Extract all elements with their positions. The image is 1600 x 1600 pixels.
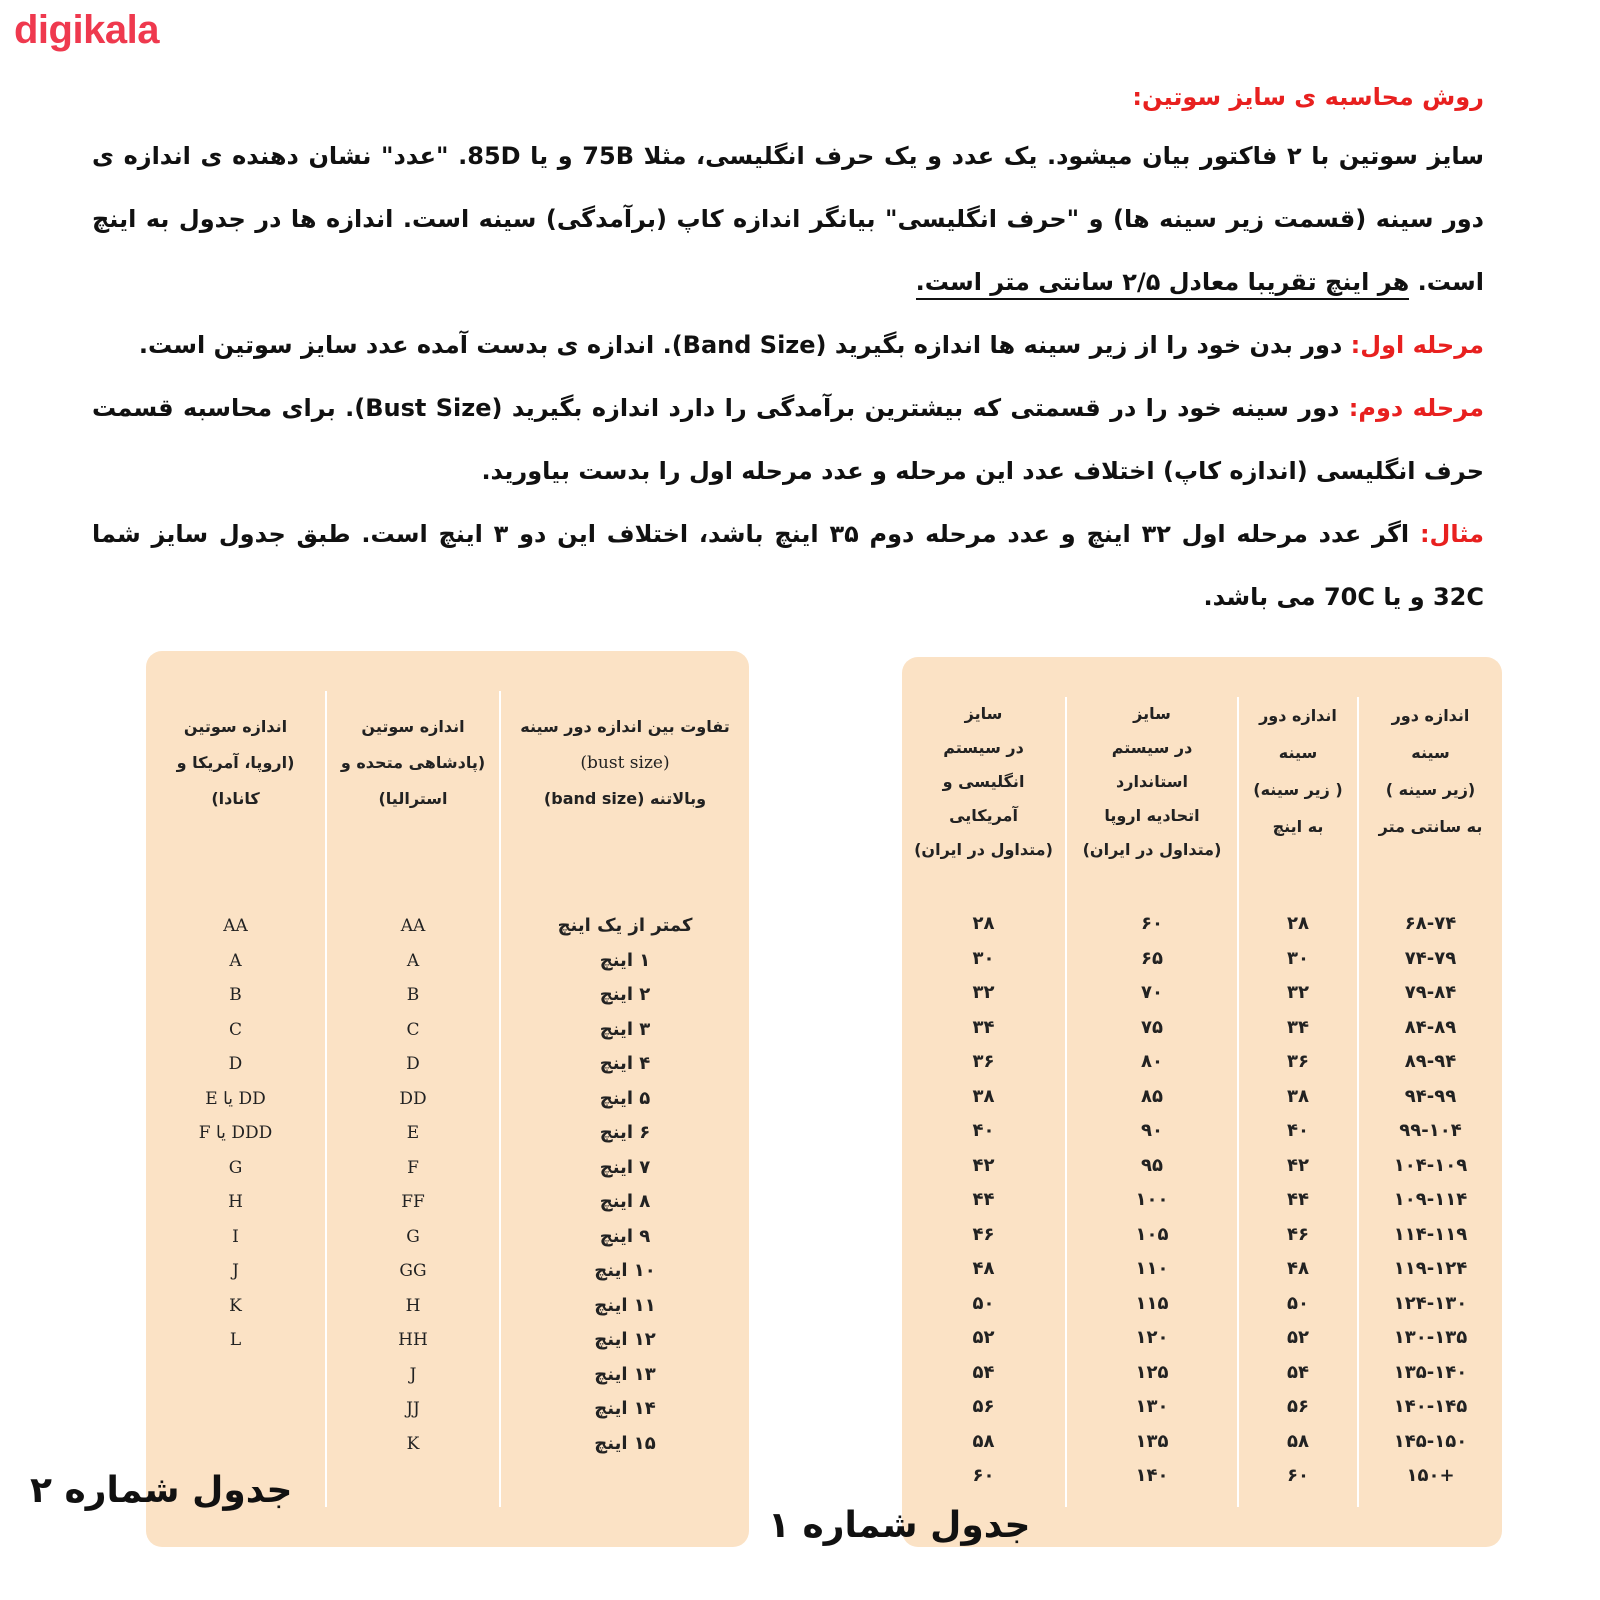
table-1-cells bbox=[1067, 907, 1237, 1494]
table-1-divider bbox=[1357, 697, 1359, 1507]
table-cell: C bbox=[228, 1019, 242, 1040]
table-cell: ۱۴۰-۱۴۵ bbox=[1393, 1396, 1468, 1417]
table-1-cells bbox=[902, 907, 1065, 1494]
table-2-cells bbox=[146, 909, 325, 1358]
table-cell: FF bbox=[401, 1192, 425, 1212]
table-cell: ۹ اینچ bbox=[599, 1225, 651, 1247]
table-cell: ۸۵ bbox=[1141, 1085, 1163, 1107]
table-cell: ۵۲ bbox=[1287, 1327, 1309, 1348]
table-cell: L bbox=[229, 1330, 242, 1350]
table-cell: ۹۹-۱۰۴ bbox=[1399, 1120, 1462, 1141]
table-cell: ۴ اینچ bbox=[599, 1053, 651, 1074]
table-cell: ۱۰۵ bbox=[1135, 1223, 1169, 1245]
table-cell: ۶۸-۷۴ bbox=[1404, 913, 1457, 934]
table-1-column-us-size bbox=[902, 697, 1065, 1517]
step-1-text: دور بدن خود را از زیر سینه ها اندازه بگیرید (Band Size). اندازه ی بدست آمده عدد سایز سوتین است. bbox=[138, 331, 1343, 359]
table-cell: J bbox=[409, 1364, 417, 1385]
table-cell: ۴۶ bbox=[972, 1223, 995, 1245]
table-cell: ۱۱۰ bbox=[1135, 1258, 1169, 1279]
example-text: اگر عدد مرحله اول ۳۲ اینچ و عدد مرحله دوم ۳۵ اینچ باشد، اختلاف این دو ۳ اینچ است. طبق جدول سایز شما bbox=[92, 520, 1410, 548]
table-cell: ۱۴۰ bbox=[1135, 1465, 1169, 1486]
table-cell: ۵۴ bbox=[1287, 1361, 1309, 1383]
table-cell: ۳۶ bbox=[972, 1051, 995, 1072]
table-cell: ۲۸ bbox=[1287, 913, 1309, 934]
intro-paragraph-line-3 bbox=[92, 251, 1484, 314]
table-cell: B bbox=[229, 985, 242, 1005]
table-cell: ۸۹-۹۴ bbox=[1404, 1051, 1457, 1072]
table-cell: ۹۰ bbox=[1141, 1120, 1163, 1141]
table-1-header: اندازه دور سینه (زیر سینه ) به سانتی متر bbox=[1378, 706, 1483, 836]
table-cell: ۸ اینچ bbox=[599, 1191, 651, 1212]
table-cell: ۴۲ bbox=[972, 1154, 995, 1176]
table-cell: B bbox=[406, 985, 420, 1005]
table-cell: ۱۳۵-۱۴۰ bbox=[1393, 1361, 1468, 1383]
table-cell: K bbox=[406, 1433, 420, 1454]
table-2-cells bbox=[501, 909, 749, 1461]
table-cell: D bbox=[406, 1054, 420, 1074]
table-cell: DD bbox=[399, 1088, 427, 1109]
table-2-header: اندازه سوتین (اروپا، آمریکا و کانادا) bbox=[176, 717, 295, 808]
example-label: مثال: bbox=[1419, 520, 1484, 548]
table-cell: ۱۲ اینچ bbox=[594, 1329, 656, 1350]
table-cell: +۱۵۰ bbox=[1406, 1465, 1455, 1486]
table-cell: ۴۴ bbox=[972, 1189, 995, 1210]
table-cell: ۱۱۴-۱۱۹ bbox=[1393, 1223, 1468, 1245]
table-cell: ۱۲۴-۱۳۰ bbox=[1393, 1292, 1468, 1314]
table-cell: K bbox=[229, 1295, 242, 1316]
table-cell: ۳۴ bbox=[1287, 1016, 1309, 1038]
table-cell: ۷۵ bbox=[1141, 1016, 1163, 1038]
step-1 bbox=[92, 314, 1484, 377]
table-cell: ۳۸ bbox=[1287, 1085, 1309, 1107]
table-cell: ۸۴-۸۹ bbox=[1404, 1016, 1457, 1038]
table-1-header: سایز در سیستم انگلیسی و آمریکایی (متداول در ایران) bbox=[914, 704, 1053, 859]
intro-paragraph-line-2: دور سینه (قسمت زیر سینه ها) و "حرف انگلیسی" بیانگر اندازه کاپ (برآمدگی) سینه است. اندازه ها در جدول به اینچ bbox=[92, 205, 1484, 233]
table-1-divider bbox=[1065, 697, 1067, 1507]
table-cell: ۱۳۰-۱۳۵ bbox=[1393, 1327, 1468, 1348]
step-2-text: دور سینه خود را در قسمتی که بیشترین برآمدگی را دارد اندازه بگیرید (Bust Size). برای محاسبه قسمت bbox=[92, 394, 1340, 422]
table-1-cells bbox=[1239, 907, 1357, 1494]
table-cell: ۷۹-۸۴ bbox=[1404, 982, 1457, 1003]
table-cell: ۳۰ bbox=[1287, 947, 1309, 969]
table-2-panel bbox=[146, 651, 749, 1547]
table-cell: ۱۰۹-۱۱۴ bbox=[1393, 1189, 1468, 1210]
table-1-column-band-cm bbox=[1359, 697, 1502, 1517]
table-cell: HH bbox=[398, 1330, 428, 1350]
table-1-caption: جدول شماره ۱ bbox=[768, 1505, 1031, 1546]
table-cell: H bbox=[228, 1192, 243, 1212]
table-cell: DD یا E bbox=[205, 1088, 266, 1109]
table-cell: ۴۸ bbox=[972, 1258, 995, 1279]
table-cell: ۵۲ bbox=[972, 1327, 995, 1348]
step-2-line-2: حرف انگلیسی (اندازه کاپ) اختلاف عدد این مرحله و عدد مرحله اول را بدست بیاورید. bbox=[481, 457, 1484, 485]
table-cell: ۱۳ اینچ bbox=[594, 1363, 656, 1385]
table-cell: ۵۸ bbox=[972, 1430, 995, 1452]
table-cell: ۳۸ bbox=[972, 1085, 995, 1107]
table-cell: ۷۴-۷۹ bbox=[1404, 947, 1457, 969]
table-cell: کمتر از یک اینچ bbox=[557, 915, 693, 936]
table-cell: ۵ اینچ bbox=[599, 1087, 651, 1109]
table-cell: ۵۸ bbox=[1287, 1430, 1309, 1452]
table-cell: E bbox=[406, 1123, 420, 1143]
table-cell: ۱۳۵ bbox=[1135, 1430, 1169, 1452]
table-2-header: تفاوت بین اندازه دور سینه (bust size) وبالاتنه (band size) bbox=[520, 717, 730, 808]
table-cell: H bbox=[405, 1295, 421, 1316]
table-1-column-eu-size bbox=[1067, 697, 1237, 1517]
digikala-logo: digikala bbox=[14, 8, 159, 52]
table-cell: AA bbox=[223, 916, 248, 936]
table-cell: ۲ اینچ bbox=[599, 984, 651, 1005]
table-cell: ۱۴ اینچ bbox=[594, 1398, 656, 1419]
table-cell: ۳۲ bbox=[972, 982, 995, 1003]
table-cell: F bbox=[407, 1157, 419, 1178]
table-1-column-band-inch bbox=[1239, 697, 1357, 1517]
table-cell: ۵۰ bbox=[1287, 1292, 1309, 1314]
table-cell: ۱۱۹-۱۲۴ bbox=[1393, 1258, 1468, 1279]
table-cell: GG bbox=[399, 1261, 427, 1281]
table-2-column-difference bbox=[501, 691, 749, 1517]
step-2-label: مرحله دوم: bbox=[1348, 394, 1484, 422]
table-cell: ۸۰ bbox=[1141, 1051, 1163, 1072]
table-cell: ۳۴ bbox=[972, 1016, 995, 1038]
table-cell: ۶۰ bbox=[972, 1465, 995, 1486]
table-2-column-eu-us-size bbox=[146, 691, 325, 1517]
table-cell: ۶۵ bbox=[1141, 947, 1163, 969]
table-cell: ۶۰ bbox=[1287, 1465, 1309, 1486]
table-cell: I bbox=[232, 1226, 239, 1247]
table-cell: ۴۰ bbox=[972, 1120, 995, 1141]
table-cell: DDD یا F bbox=[198, 1123, 273, 1143]
table-1-header: اندازه دور سینه ( زیر سینه) به اینچ bbox=[1253, 706, 1343, 836]
table-cell: ۴۴ bbox=[1287, 1189, 1309, 1210]
step-1-label: مرحله اول: bbox=[1350, 331, 1484, 359]
table-cell: ۱۰۰ bbox=[1135, 1189, 1169, 1210]
step-2-line-1 bbox=[92, 377, 1484, 440]
table-2-caption: جدول شماره ۲ bbox=[30, 1470, 293, 1511]
table-cell: A bbox=[406, 950, 420, 971]
table-1-cells bbox=[1359, 907, 1502, 1494]
table-cell: ۱۱۵ bbox=[1135, 1292, 1169, 1314]
table-cell: ۲۸ bbox=[972, 913, 995, 934]
table-cell: C bbox=[406, 1019, 420, 1040]
table-2-divider bbox=[499, 691, 501, 1507]
table-1-divider bbox=[1237, 697, 1239, 1507]
intro-heading: روش محاسبه ی سایز سوتین: bbox=[1132, 83, 1484, 111]
table-cell: ۱۲۵ bbox=[1135, 1361, 1169, 1383]
table-cell: ۱۰۴-۱۰۹ bbox=[1393, 1154, 1468, 1176]
table-cell: G bbox=[406, 1226, 420, 1247]
table-cell: ۴۶ bbox=[1287, 1223, 1309, 1245]
table-cell: D bbox=[228, 1054, 243, 1074]
intro-paragraph-line-3-start: است. bbox=[1417, 268, 1484, 296]
table-2-column-uk-size bbox=[327, 691, 499, 1517]
table-cell: ۳۲ bbox=[1287, 982, 1309, 1003]
table-cell: ۱ اینچ bbox=[599, 949, 651, 971]
intro-text bbox=[92, 70, 1484, 629]
table-cell: ۴۰ bbox=[1287, 1120, 1309, 1141]
table-cell: G bbox=[228, 1157, 243, 1178]
table-cell: ۳۶ bbox=[1287, 1051, 1309, 1072]
intro-paragraph-line-1: سایز سوتین با ۲ فاکتور بیان میشود. یک عدد و یک حرف انگلیسی، مثلا 75B و یا 85D. "عدد" نشان دهنده ی اندازه ی bbox=[92, 142, 1484, 170]
table-cell: ۱۵ اینچ bbox=[594, 1432, 656, 1454]
table-cell: AA bbox=[400, 916, 426, 936]
table-cell: ۹۵ bbox=[1141, 1154, 1163, 1176]
table-cell: ۵۶ bbox=[1287, 1396, 1309, 1417]
table-cell: ۴۸ bbox=[1287, 1258, 1309, 1279]
table-cell: ۱۴۵-۱۵۰ bbox=[1393, 1430, 1468, 1452]
table-cell: ۵۰ bbox=[972, 1292, 995, 1314]
table-cell: ۹۴-۹۹ bbox=[1404, 1085, 1457, 1107]
table-cell: ۱۳۰ bbox=[1135, 1396, 1169, 1417]
table-cell: A bbox=[229, 950, 242, 971]
table-cell: ۴۲ bbox=[1287, 1154, 1309, 1176]
table-cell: J bbox=[232, 1261, 239, 1281]
table-cell: JJ bbox=[406, 1399, 420, 1419]
table-2-cells bbox=[327, 909, 499, 1461]
table-cell: ۶ اینچ bbox=[599, 1122, 651, 1143]
table-cell: ۳ اینچ bbox=[599, 1018, 651, 1040]
table-1-header: سایز در سیستم استاندارد اتحادیه اروپا (متداول در ایران) bbox=[1082, 704, 1222, 859]
table-2-header: اندازه سوتین (پادشاهی متحده و استرالیا) bbox=[340, 717, 486, 808]
table-1-panel bbox=[902, 657, 1502, 1547]
table-cell: ۱۰ اینچ bbox=[594, 1260, 656, 1281]
table-cell: ۳۰ bbox=[972, 947, 995, 969]
inch-to-cm-note: هر اینچ تقریبا معادل ۲/۵ سانتی متر است. bbox=[916, 268, 1410, 300]
table-cell: ۱۱ اینچ bbox=[594, 1294, 656, 1316]
table-cell: ۵۶ bbox=[972, 1396, 995, 1417]
table-cell: ۷۰ bbox=[1141, 982, 1163, 1003]
table-cell: ۷ اینچ bbox=[599, 1156, 651, 1178]
table-2-divider bbox=[325, 691, 327, 1507]
table-cell: ۶۰ bbox=[1141, 913, 1163, 934]
example-line-2: 32C و یا 70C می باشد. bbox=[1203, 583, 1484, 611]
table-cell: ۵۴ bbox=[972, 1361, 995, 1383]
example-line-1 bbox=[92, 503, 1484, 566]
table-cell: ۱۲۰ bbox=[1135, 1327, 1169, 1348]
